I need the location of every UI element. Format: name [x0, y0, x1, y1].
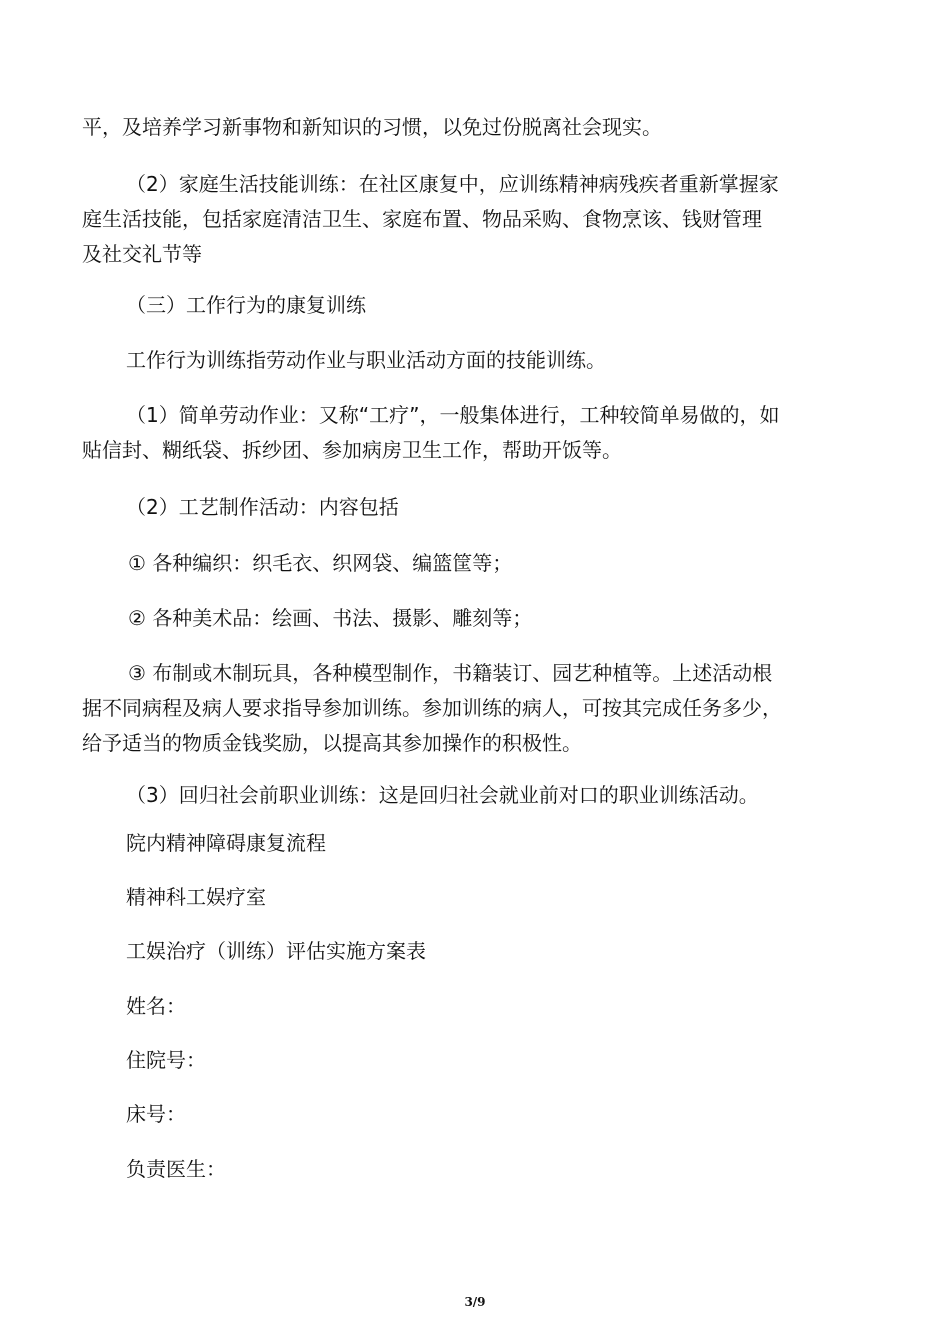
paragraph-work-behavior-definition — [126, 343, 906, 378]
text-line: 负责医生： — [126, 1157, 226, 1181]
page-number: 3/9 — [464, 1295, 486, 1309]
paragraph-simple-labor — [82, 398, 866, 468]
list-item-weaving — [128, 546, 908, 581]
text-line: （3）回归社会前职业训练：这是回归社会就业前对口的职业训练活动。 — [126, 783, 759, 807]
text-line: 院内精神障碍康复流程 — [126, 831, 326, 855]
text-line: 贴信封、糊纸袋、拆纱团、参加病房卫生工作，帮助开饭等。 — [82, 438, 622, 462]
list-item-arts — [128, 601, 908, 636]
heading-assessment-form — [126, 934, 906, 969]
text-line: ① 各种编织：织毛衣、织网袋、编篮筐等； — [128, 551, 513, 575]
form-field-admission-number — [126, 1043, 906, 1078]
section-heading-work-behavior — [126, 288, 906, 323]
paragraph-craft-activities — [126, 490, 906, 525]
text-line: （2）工艺制作活动：内容包括 — [126, 495, 399, 519]
form-field-bed-number — [126, 1097, 906, 1132]
text-line: 庭生活技能，包括家庭清洁卫生、家庭布置、物品采购、食物烹该、钱财管理 — [82, 207, 762, 231]
text-line: ② 各种美术品：绘画、书法、摄影、雕刻等； — [128, 606, 533, 630]
form-field-name — [126, 989, 906, 1024]
paragraph-household-skills — [82, 167, 866, 272]
text-line: （1）简单劳动作业：又称“工疗”，一般集体进行，工种较简单易做的，如 — [126, 403, 780, 427]
heading-inpatient-rehab-process — [126, 826, 906, 861]
text-line: ③ 布制或木制玩具，各种模型制作，书籍装订、园艺种植等。上述活动根 — [128, 661, 773, 685]
text-line: 给予适当的物质金钱奖励，以提高其参加操作的积极性。 — [82, 731, 582, 755]
heading-therapy-room — [126, 880, 906, 915]
list-item-toys — [82, 656, 868, 761]
text-line: 及社交礼节等 — [82, 242, 202, 266]
text-line: 平，及培养学习新事物和新知识的习惯，以免过份脱离社会现实。 — [82, 115, 662, 139]
text-line: 住院号： — [126, 1048, 206, 1072]
paragraph-vocational-training — [126, 778, 906, 813]
text-line: 姓名： — [126, 994, 186, 1018]
paragraph-continuation — [82, 110, 862, 145]
text-line: 床号： — [126, 1102, 186, 1126]
text-line: 据不同病程及病人要求指导参加训练。参加训练的病人，可按其完成任务多少， — [82, 696, 782, 720]
text-line: （三）工作行为的康复训练 — [126, 293, 366, 317]
text-line: 工娱治疗（训练）评估实施方案表 — [126, 939, 426, 963]
form-field-responsible-doctor — [126, 1152, 906, 1187]
text-line: 工作行为训练指劳动作业与职业活动方面的技能训练。 — [126, 348, 606, 372]
text-line: （2）家庭生活技能训练：在社区康复中，应训练精神病残疾者重新掌握家 — [126, 172, 779, 196]
text-line: 精神科工娱疗室 — [126, 885, 266, 909]
